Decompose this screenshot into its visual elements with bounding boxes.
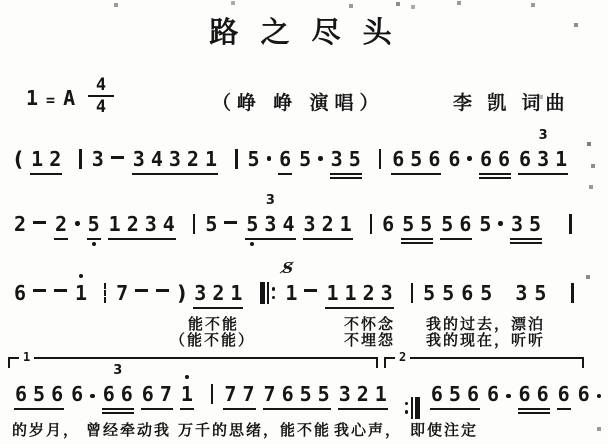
note: 3 [144,212,157,236]
note: 2 [55,212,68,236]
note: 6 [71,382,84,406]
note: 2 [49,147,62,171]
note: 3 [303,212,316,236]
beam-group [325,281,393,309]
second-beam [479,177,511,180]
volta-label: 2 [395,350,410,364]
beam-group [391,147,441,175]
note: 2 [356,382,369,406]
beam-group [223,382,255,410]
beam-group [54,212,68,240]
beam-group [193,281,243,309]
lyric-segment: 我的现在，听听 [426,332,546,349]
note: 2 [14,212,27,236]
beam-group [278,147,292,175]
music-line-4 [14,363,608,415]
composer-credit: 李 凯 词曲 [453,93,570,114]
note: 1 [108,212,121,236]
beam-group [102,363,134,410]
note: 1 [31,147,44,171]
note: 5 [33,382,46,406]
beam-group [430,382,480,410]
dashed-barline [104,283,106,303]
note: 6 [577,382,590,406]
duration-dash [224,221,237,224]
spacer [575,165,599,166]
octave-down-dot [250,242,254,246]
repeat-start-barline [260,282,275,304]
barline [193,214,196,234]
note: 5 [420,212,433,236]
note: 6 [448,147,461,171]
parenthesis: ) [177,281,187,305]
note: 3 [510,212,523,236]
note: 1 [230,281,243,305]
octave-up-dot [79,274,83,278]
note: 3 [515,281,528,305]
note: 7 [242,382,255,406]
time-signature-denominator: 4 [95,97,107,117]
note: 6 [14,281,27,305]
lyric-segment: 的岁月， [12,422,81,439]
note: 6 [102,382,115,406]
duration-dash [111,156,124,159]
repeat-end-barline [405,397,420,419]
duration-dash [156,289,169,292]
lyric-segment: 曾经牵动我 [86,422,172,439]
volta-bracket-1 [8,350,378,368]
note: 5 [423,281,436,305]
barline [379,149,382,169]
second-beam [510,242,542,245]
note: 5 [402,212,415,236]
note: 5 [317,382,330,406]
augmentation-dot [467,156,472,161]
tuplet-number: 3 [265,193,275,208]
octave-up-dot [185,375,189,379]
note: 1 [75,281,87,305]
augmentation-dot [90,394,95,399]
second-beam [401,242,433,245]
note: 5 [410,147,423,171]
note: 6 [461,281,474,305]
note: 6 [279,147,292,171]
beam-group [132,147,218,175]
key-signature [26,86,75,110]
beam-group [263,382,331,410]
note: 6 [557,382,570,406]
note: 3 [194,281,207,305]
duration-dash [135,289,148,292]
lyric-segment: 我的过去，漂泊 [426,316,546,333]
note: 6 [519,147,532,171]
note: 5 [480,281,493,305]
note: 5 [247,147,260,171]
note: 5 [442,281,455,305]
note: 2 [212,281,225,305]
beam-group [108,212,176,240]
key-tonic-number: 1 [26,86,39,110]
note: 2 [186,147,199,171]
note: 2 [126,212,139,236]
note: 5 [441,212,454,236]
music-line-3: 6 1 7 ) 3 2 1 S̸ 1 1 1 2 3 5 5 6 5 3 5 [14,278,584,309]
beam-group [14,382,64,410]
note: 3 [168,147,181,171]
lyric-segment: 即使注定 [410,422,479,439]
note: 6 [141,382,154,406]
note: 6 [518,382,531,406]
tuplet-number: 3 [113,363,123,378]
note: 3 [330,147,343,171]
note: 6 [392,147,405,171]
key-name: A [63,86,76,110]
note: 6 [497,147,511,171]
time-signature [88,76,114,116]
duration-dash [54,289,67,292]
second-beam [518,412,550,415]
barline [79,149,82,169]
lyric-segment: 我心声， [334,422,403,439]
barline [211,384,214,404]
augmentation-dot [506,394,511,399]
volta-label: 1 [19,350,34,364]
note: 5 [534,281,547,305]
note: 1 [326,281,339,305]
music-line-1 [14,128,608,175]
barline [235,149,238,169]
augmentation-dot [597,394,602,399]
note: 6 [479,147,492,171]
note: 1 [204,147,218,171]
note: 1 [344,281,357,305]
note: 6 [466,382,479,406]
note: 1 [555,147,568,171]
beam-group [440,212,472,240]
beam-group [518,382,550,410]
parenthesis: ( [14,147,24,171]
note: 6 [459,212,472,236]
note: 6 [15,382,28,406]
scan-noise [0,0,2,2]
octave-down-dot [92,242,96,246]
augmentation-dot [75,221,80,226]
note: 4 [150,147,163,171]
note: 6 [536,382,549,406]
lyric-segment: 不埋怨 [344,332,396,349]
spacer [549,230,559,231]
page-title: 路 之 尽 头 [209,17,399,49]
tuplet-number: 3 [538,128,548,143]
note: 5 [348,147,361,171]
note: 5 [479,212,492,236]
beam-group [141,382,173,410]
note: 2 [321,212,334,236]
note: 6 [51,382,64,406]
time-signature-numerator: 4 [88,76,114,97]
note: 6 [382,212,395,236]
note: 1 [285,281,298,305]
spacer [553,299,561,300]
note: 1 [339,212,352,236]
music-line-2 [14,193,582,240]
note: 5 [528,212,542,236]
beam-group [401,212,433,240]
duration-dash [33,289,46,292]
beam-group [479,147,511,175]
augmentation-dot [267,156,272,161]
lyric-segment: 不怀念 [344,316,396,333]
note: 7 [116,281,129,305]
note: 6 [281,382,294,406]
performer-credit: （峥 峥 演唱） [212,93,385,114]
augmentation-dot [498,221,503,226]
barline [411,283,414,303]
note: 3 [338,382,351,406]
note: 6 [428,147,441,171]
note: 5 [299,147,312,171]
note: 6 [486,382,500,406]
note: 3 [264,212,277,236]
beam-group [87,212,101,240]
note: 7 [159,382,172,406]
volta-bracket-2 [384,350,584,368]
note: 3 [537,147,550,171]
note: 1 [374,382,387,406]
beam-group [30,147,62,175]
note: 4 [162,212,175,236]
beam-group [330,147,362,175]
duration-dash [304,289,317,292]
lyric-segment: 能不能 [188,316,240,333]
equals-sign: = [46,91,56,109]
note: 7 [224,382,237,406]
note: 3 [91,147,104,171]
beam-group [303,212,353,240]
second-beam [102,412,134,415]
note: 6 [120,382,133,406]
duration-dash [33,221,46,224]
beam-group [510,212,542,240]
note: 5 [299,382,312,406]
note: 7 [263,382,276,406]
note: 5 [448,382,461,406]
beam-group [180,382,194,410]
lyric-segment: 万千的思绪，能不能 [178,422,332,439]
note: 2 [362,281,375,305]
note: 3 [380,281,393,305]
note: 1 [181,382,193,406]
note: 4 [282,212,295,236]
note: 5 [205,212,218,236]
beam-group [245,193,295,240]
beam-group [557,382,571,410]
lyric-segment: （能不能） [170,332,256,349]
barline [370,214,373,234]
note: 5 [88,212,100,236]
augmentation-dot [318,156,323,161]
note: 5 [246,212,258,236]
second-beam [330,177,362,180]
note: 3 [132,147,145,171]
note: 6 [430,382,443,406]
spacer [499,299,515,300]
barline [569,214,572,234]
beam-group [518,128,568,175]
barline [571,283,574,303]
beam-group [338,382,388,410]
